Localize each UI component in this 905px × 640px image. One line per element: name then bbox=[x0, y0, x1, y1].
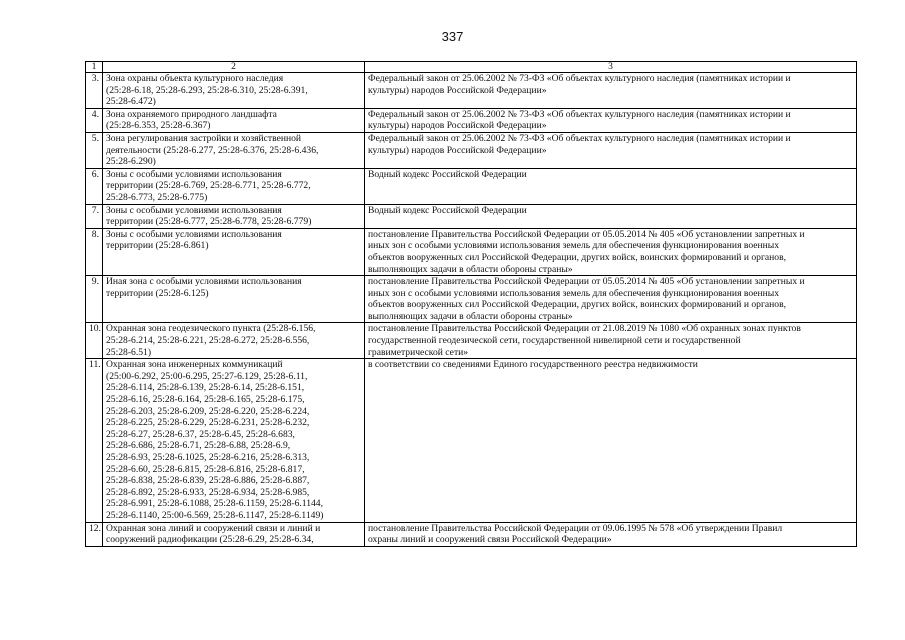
row-number: 7. bbox=[91, 204, 99, 216]
zone-line: 25:28-6.214, 25:28-6.221, 25:28-6.272, 25:28-6.556, bbox=[106, 335, 310, 347]
table-row bbox=[86, 276, 857, 323]
zone-line: Охранная зона линий и сооружений связи и линий и bbox=[106, 522, 321, 534]
legal-basis-line: выполняющих задачи в области обороны страны» bbox=[368, 263, 573, 275]
zone-line: 25:28-6.991, 25:28-6.1088, 25:28-6.1159, 25:28-6.1144, bbox=[106, 498, 324, 510]
zone-cell bbox=[103, 228, 365, 275]
row-number: 12. bbox=[89, 522, 101, 534]
legal-basis-cell bbox=[365, 132, 857, 168]
row-number: 10. bbox=[89, 323, 101, 335]
zone-cell bbox=[103, 73, 365, 109]
legal-basis-line: иных зон с особыми условиями использования земель для обеспечения функционирования военных bbox=[368, 287, 780, 299]
legal-basis-line: постановление Правительства Российской Федерации от 09.06.1995 № 578 «Об утверждении Правил bbox=[368, 522, 783, 534]
zone-line: Зона охраняемого природного ландшафта bbox=[106, 108, 277, 120]
column-header-number: 1 bbox=[86, 62, 103, 73]
legal-basis-cell bbox=[365, 73, 857, 109]
legal-basis-line: Федеральный закон от 25.06.2002 № 73-ФЗ «Об объектах культурного наследия (памятниках истории и bbox=[368, 132, 791, 144]
legal-basis-line: объектов вооруженных сил Российской Федерации, других войск, воинских формирований и органов, bbox=[368, 251, 787, 263]
zone-line: 25:28-6.290) bbox=[106, 156, 156, 168]
legal-basis-line: охраны линий и сооружений связи Российской Федерации» bbox=[368, 534, 612, 546]
legal-basis-line: выполняющих задачи в области обороны страны» bbox=[368, 310, 573, 322]
zone-line: 25:28-6.838, 25:28-6.839, 25:28-6.886, 25:28-6.887, bbox=[106, 475, 310, 487]
zone-line: 25:28-6.773, 25:28-6.775) bbox=[106, 191, 208, 203]
page-number: 337 bbox=[441, 29, 464, 44]
table-row bbox=[86, 359, 857, 522]
zone-line: территории (25:28-6.861) bbox=[106, 240, 209, 252]
zone-line: 25:28-6.93, 25:28-6.1025, 25:28-6.216, 25:28-6.313, bbox=[106, 452, 310, 463]
row-number: 4. bbox=[91, 108, 99, 120]
legal-basis-line: постановление Правительства Российской Федерации от 05.05.2014 № 405 «Об установлении запретных и bbox=[368, 228, 805, 240]
row-number: 5. bbox=[91, 132, 99, 144]
row-number-cell bbox=[86, 168, 103, 204]
zone-line: Зоны с особыми условиями использования bbox=[106, 168, 282, 180]
zone-line: 25:28-6.51) bbox=[106, 346, 152, 358]
legal-basis-line: гравиметрической сети» bbox=[368, 346, 469, 358]
zone-line: сооружений радиофикации (25:28-6.29, 25:28-6.34, bbox=[106, 534, 314, 546]
table-row bbox=[86, 228, 857, 275]
zone-line: деятельности (25:28-6.277, 25:28-6.376, 25:28-6.436, bbox=[106, 144, 319, 156]
zone-line: территории (25:28-6.125) bbox=[106, 287, 209, 299]
zone-line: 25:28-6.203, 25:28-6.209, 25:28-6.220, 25:28-6.224, bbox=[106, 405, 310, 417]
row-number-cell bbox=[86, 132, 103, 168]
table-row bbox=[86, 132, 857, 168]
zone-line: Зоны с особыми условиями использования bbox=[106, 204, 282, 216]
legal-basis-line: Водный кодекс Российской Федерации bbox=[368, 204, 527, 216]
row-number-cell bbox=[86, 204, 103, 228]
row-number-cell bbox=[86, 108, 103, 132]
row-number-cell bbox=[86, 276, 103, 323]
zone-line: 25:28-6.225, 25:28-6.229, 25:28-6.231, 25:28-6.232, bbox=[106, 417, 310, 429]
legal-basis-cell bbox=[365, 276, 857, 323]
zone-cell bbox=[103, 132, 365, 168]
zone-line: (25:28-6.353, 25:28-6.367) bbox=[106, 120, 211, 132]
zone-line: 25:28-6.1140, 25:00-6.569, 25:28-6.1147, 25:28-6.1149) bbox=[106, 509, 324, 521]
legal-basis-line: культуры) народов Российской Федерации» bbox=[368, 120, 547, 132]
zone-line: 25:28-6.16, 25:28-6.164, 25:28-6.165, 25:28-6.175, bbox=[106, 394, 305, 406]
zone-line: 25:28-6.472) bbox=[106, 96, 156, 108]
legal-basis-cell bbox=[365, 323, 857, 359]
zone-line: (25:28-6.18, 25:28-6.293, 25:28-6.310, 25:28-6.391, bbox=[106, 84, 308, 96]
zone-cell bbox=[103, 522, 365, 546]
table-row bbox=[86, 323, 857, 359]
zone-line: 25:28-6.686, 25:28-6.71, 25:28-6.88, 25:28-6.9, bbox=[106, 440, 291, 452]
table-header-row bbox=[86, 62, 857, 73]
column-header-basis: 3 bbox=[365, 62, 857, 73]
zone-line: территории (25:28-6.777, 25:28-6.778, 25:28-6.779) bbox=[106, 216, 312, 228]
row-number-cell bbox=[86, 522, 103, 546]
legal-basis-line: Федеральный закон от 25.06.2002 № 73-ФЗ «Об объектах культурного наследия (памятниках истории и bbox=[368, 73, 791, 84]
zone-line: Зона регулирования застройки и хозяйственной bbox=[106, 132, 302, 144]
zone-line: Зоны с особыми условиями использования bbox=[106, 228, 282, 240]
legal-basis-cell bbox=[365, 108, 857, 132]
legal-basis-line: постановление Правительства Российской Федерации от 21.08.2019 № 1080 «Об охранных зонах пунктов bbox=[368, 323, 801, 335]
row-number-cell bbox=[86, 228, 103, 275]
legal-basis-line: Федеральный закон от 25.06.2002 № 73-ФЗ «Об объектах культурного наследия (памятниках истории и bbox=[368, 108, 791, 120]
table-row bbox=[86, 522, 857, 546]
row-number: 3. bbox=[91, 73, 99, 84]
zone-line: 25:28-6.892, 25:28-6.933, 25:28-6.934, 25:28-6.985, bbox=[106, 486, 310, 498]
row-number: 6. bbox=[91, 168, 99, 180]
legal-basis-line: Водный кодекс Российской Федерации bbox=[368, 168, 527, 180]
zone-line: Охранная зона инженерных коммуникаций bbox=[106, 359, 283, 371]
legal-basis-cell bbox=[365, 204, 857, 228]
row-number-cell bbox=[86, 359, 103, 522]
table-row bbox=[86, 168, 857, 204]
zone-line: территории (25:28-6.769, 25:28-6.771, 25:28-6.772, bbox=[106, 180, 311, 192]
zone-cell bbox=[103, 359, 365, 522]
zone-line: 25:28-6.60, 25:28-6.815, 25:28-6.816, 25:28-6.817, bbox=[106, 463, 305, 475]
zones-table bbox=[85, 61, 857, 547]
legal-basis-line: государственной геодезической сети, государственной нивелирной сети и государственной bbox=[368, 335, 741, 347]
legal-basis-line: постановление Правительства Российской Федерации от 05.05.2014 № 405 «Об установлении запретных и bbox=[368, 276, 805, 288]
zone-cell bbox=[103, 323, 365, 359]
zone-cell bbox=[103, 108, 365, 132]
legal-basis-line: иных зон с особыми условиями использования земель для обеспечения функционирования военных bbox=[368, 240, 780, 252]
legal-basis-line: культуры) народов Российской Федерации» bbox=[368, 144, 547, 156]
legal-basis-line: объектов вооруженных сил Российской Федерации, других войск, воинских формирований и органов, bbox=[368, 299, 787, 311]
zone-cell bbox=[103, 276, 365, 323]
zone-cell bbox=[103, 204, 365, 228]
zone-line: Зона охраны объекта культурного наследия bbox=[106, 73, 284, 84]
zone-line: Охранная зона геодезического пункта (25:28-6.156, bbox=[106, 323, 316, 335]
zone-line: 25:28-6.114, 25:28-6.139, 25:28-6.14, 25:28-6.151, bbox=[106, 382, 305, 394]
legal-basis-line: в соответствии со сведениями Единого государственного реестра недвижимости bbox=[368, 359, 698, 371]
table-row bbox=[86, 73, 857, 109]
column-header-zone: 2 bbox=[103, 62, 365, 73]
table-row bbox=[86, 108, 857, 132]
row-number-cell bbox=[86, 73, 103, 109]
zone-line: Иная зона с особыми условиями использования bbox=[106, 276, 302, 288]
row-number: 11. bbox=[89, 359, 101, 371]
row-number: 9. bbox=[91, 276, 99, 288]
legal-basis-cell bbox=[365, 359, 857, 522]
legal-basis-cell bbox=[365, 522, 857, 546]
legal-basis-line: культуры) народов Российской Федерации» bbox=[368, 84, 547, 96]
zone-cell bbox=[103, 168, 365, 204]
table-row bbox=[86, 204, 857, 228]
legal-basis-cell bbox=[365, 228, 857, 275]
row-number: 8. bbox=[91, 228, 99, 240]
row-number-cell bbox=[86, 323, 103, 359]
zone-line: 25:28-6.27, 25:28-6.37, 25:28-6.45, 25:28-6.683, bbox=[106, 428, 295, 440]
zone-line: (25:00-6.292, 25:00-6.295, 25:27-6.129, 25:28-6.11, bbox=[106, 370, 308, 382]
legal-basis-cell bbox=[365, 168, 857, 204]
